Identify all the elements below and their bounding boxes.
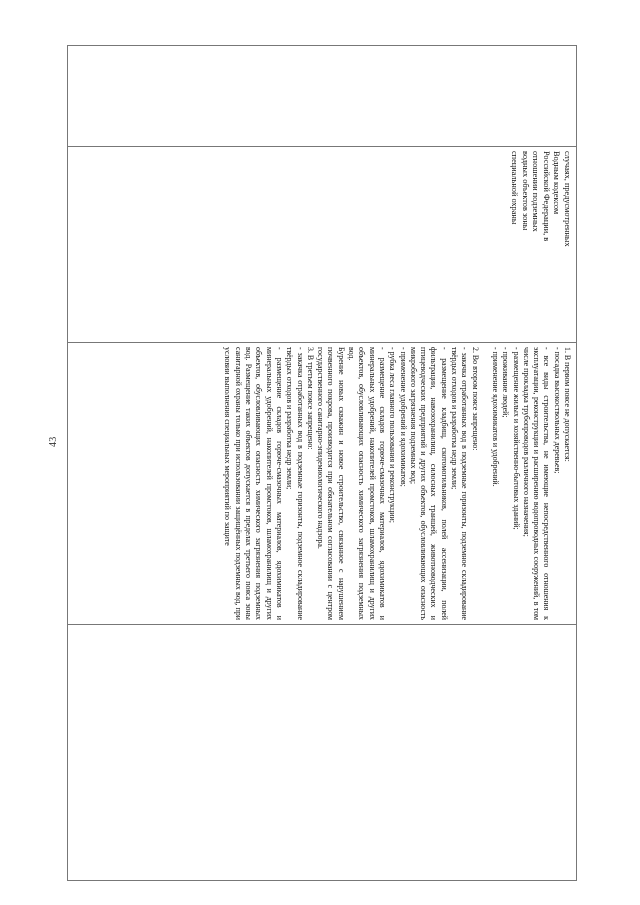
table-cell-col1 (572, 46, 576, 146)
restriction-paragraph: - размещение складов горюче-смазочных материалов, ядохимикатов и минеральных удобрений, накопителей промстоков, шламохранилищ и других объектов, обусловливающих опасность химического загрязнения подземных вод. (347, 347, 387, 620)
table-cell-restrictions (222, 343, 576, 624)
restriction-paragraph: - закачка отработанных вод в подземные горизонты, подземное складирование твёрдых отходов и разработка недр земли; (450, 347, 470, 620)
restriction-paragraph: - посадка высокоствольных деревьев; (552, 347, 562, 474)
table-cell-subject (508, 147, 576, 342)
rotated-table-wrapper (67, 45, 577, 881)
subject-line: случаях, предусмотренных (563, 151, 572, 247)
table-column-empty-left (68, 46, 576, 146)
restriction-paragraph: - размещение складов горюче-смазочных материалов, ядохимикатов и минеральных удобрений, накопителей промстоков, шламохранилищ и других объектов, обусловливающих опасность химического загрязнения подземных вод. Размещение таких объектов допускается в пределах третьего пояса зоны санитарной охраны только при использовании защищённых подземных вод, при условии выполнения специальных мероприятий по защите (223, 347, 284, 620)
paragraph-spacer (480, 347, 490, 620)
subject-line: Водным кодексом (552, 151, 562, 215)
subject-line: отношении подземных (531, 151, 541, 232)
restriction-paragraph: - применение удобрений и ядохимикатов; (398, 347, 408, 487)
restriction-paragraph: - рубка леса главного пользования и реконструкции; (388, 347, 398, 523)
restriction-paragraph: - применение ядохимикатов и удобрений. (490, 347, 500, 487)
table-column-restrictions (68, 342, 576, 624)
subject-line: специальной охраны (510, 151, 520, 225)
restriction-paragraph: - закачка отработанных вод в подземные горизонты, подземное складирование твёрдых отходов и разработка недр земли; (285, 347, 305, 620)
page-number: 43 (48, 436, 59, 447)
table-column-empty-right (68, 624, 576, 882)
restriction-paragraph: 2. Во втором поясе запрещено: (470, 347, 480, 451)
table-column-subject (68, 146, 576, 342)
restriction-paragraph: 1. В первом поясе не допускается: (563, 347, 572, 462)
restriction-paragraph: - размещение жилых и хозяйственно-бытовых зданий; (511, 347, 521, 530)
restriction-paragraph: - проживание людей; (501, 347, 511, 418)
regulations-table (67, 45, 577, 881)
restriction-paragraph: 3. В третьем поясе запрещено: (305, 347, 315, 450)
subject-line: Российской Федерации, в (541, 151, 551, 242)
restriction-paragraph: - все виды строительства, не имеющие непосредственного отношения к эксплуатации, реконструкции и расширению водопроводных сооружений, в том числе прокладка трубопроводов различного назначения; (521, 347, 552, 620)
restriction-paragraph: Бурение новых скважин и новое строительство, связанное с нарушением почвенного покрова, производится при обязательном согласовании с центром государственного санитарно-эпидемиологического надзора. (316, 347, 346, 620)
table-cell-col4 (572, 625, 576, 882)
subject-line: водных объектов зоны (520, 151, 530, 231)
restriction-paragraph: - размещение кладбищ, скотомогильников, полей ассенизации, полей фильтрации, навозохранилищ, силосных траншей, животноводческих и птицеводческих предприятий и других объектов, обусловливающих опасность микробного загрязнения подземных вод; (408, 347, 449, 620)
